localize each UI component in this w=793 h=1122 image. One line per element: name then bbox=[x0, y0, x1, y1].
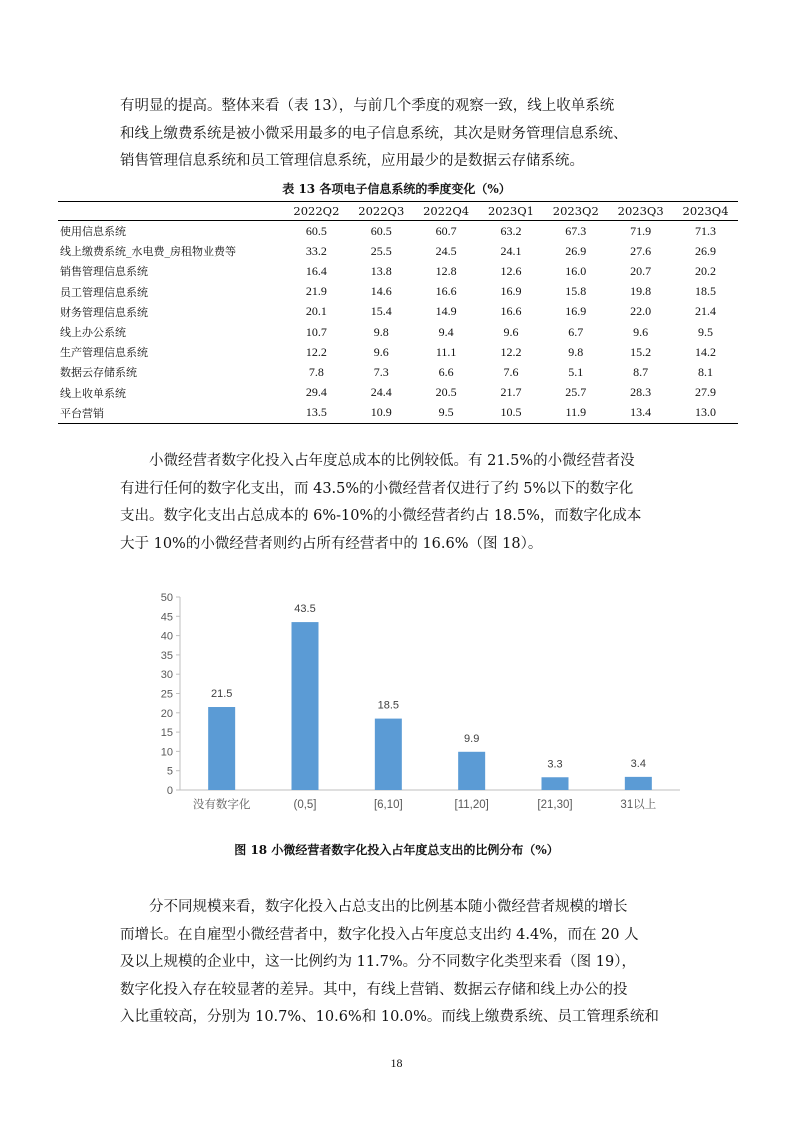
y-tick-label: 40 bbox=[160, 630, 173, 643]
bar bbox=[375, 719, 402, 790]
bar-chart bbox=[150, 585, 690, 825]
table-cell: 16.0 bbox=[565, 263, 587, 278]
table-row bbox=[58, 362, 738, 382]
table-row-label: 线上收单系统 bbox=[60, 386, 126, 400]
y-tick-label: 25 bbox=[160, 688, 173, 701]
table-cell: 20.2 bbox=[695, 263, 717, 278]
paragraph-line: 及以上规模的企业中，这一比例约为 11.7%。分不同数字化类型来看（图 19）， bbox=[120, 954, 636, 970]
data-label: 43.5 bbox=[294, 603, 316, 616]
table-cell: 33.2 bbox=[305, 243, 327, 258]
table-cell: 10.7 bbox=[305, 324, 327, 339]
x-tick-label: (0,5] bbox=[293, 799, 317, 811]
table-cell: 20.1 bbox=[305, 304, 327, 319]
table-cell: 28.3 bbox=[630, 385, 652, 400]
table-cell: 71.3 bbox=[695, 223, 717, 238]
table-cell: 9.6 bbox=[633, 324, 649, 339]
paragraph-line: 大于 10%的小微经营者则约占所有经营者中的 16.6%（图 18）。 bbox=[120, 535, 543, 552]
table-cell: 13.4 bbox=[608, 403, 673, 424]
table-cell: 67.3 bbox=[565, 223, 587, 238]
table-cell: 14.9 bbox=[435, 304, 457, 319]
y-tick-label: 30 bbox=[160, 669, 173, 682]
data-label: 3.3 bbox=[547, 758, 563, 771]
table-cell: 21.9 bbox=[305, 284, 327, 299]
table-header-cell: 2022Q2 bbox=[284, 202, 349, 221]
bar bbox=[458, 752, 485, 790]
y-tick-label: 20 bbox=[160, 707, 173, 720]
paragraph-digital-cost bbox=[120, 448, 675, 558]
table-cell: 60.5 bbox=[305, 223, 327, 238]
table-header-cell: 2022Q3 bbox=[349, 202, 414, 221]
table-row-label: 平台营销 bbox=[58, 403, 284, 424]
paragraph-line: 数字化投入存在较显著的差异。其中，有线上营销、数据云存储和线上办公的投 bbox=[120, 981, 628, 998]
table-cell: 12.8 bbox=[435, 263, 457, 278]
y-tick-label: 35 bbox=[160, 649, 173, 662]
table-cell: 7.8 bbox=[308, 364, 324, 379]
table-row bbox=[58, 241, 738, 261]
table-row bbox=[58, 342, 738, 362]
table-header-cell: 2023Q2 bbox=[543, 202, 608, 221]
table-cell: 24.5 bbox=[435, 243, 457, 258]
paragraph-line: 销售管理信息系统和员工管理信息系统，应用最少的是数据云存储系统。 bbox=[120, 153, 584, 169]
table-cell: 15.4 bbox=[370, 304, 392, 319]
x-tick-label: [6,10] bbox=[373, 799, 403, 811]
table-row-label: 线上缴费系统_水电费_房租物业费等 bbox=[60, 245, 236, 259]
table-row bbox=[58, 261, 738, 281]
table-header-cell: 2023Q1 bbox=[479, 202, 544, 221]
table-cell: 29.4 bbox=[305, 385, 327, 400]
table-cell: 9.8 bbox=[568, 344, 584, 359]
table-cell: 16.9 bbox=[565, 304, 587, 319]
table-cell: 7.6 bbox=[503, 364, 519, 379]
table-cell: 21.7 bbox=[500, 385, 522, 400]
table-row-label: 财务管理信息系统 bbox=[60, 305, 148, 319]
table-cell: 26.9 bbox=[695, 243, 717, 258]
data-label: 21.5 bbox=[210, 688, 233, 701]
table-cell: 20.7 bbox=[630, 263, 652, 278]
table-cell: 12.6 bbox=[500, 263, 522, 278]
table-row-label: 生产管理信息系统 bbox=[60, 346, 148, 360]
page-number: 18 bbox=[390, 1056, 403, 1070]
bar bbox=[208, 707, 235, 790]
table-row bbox=[58, 403, 738, 424]
paragraph-line: 和线上缴费系统是被小微采用最多的电子信息系统，其次是财务管理信息系统、 bbox=[120, 125, 628, 142]
table-cell: 16.4 bbox=[305, 263, 327, 278]
paragraph-line: 小微经营者数字化投入占年度总成本的比例较低。有 21.5%的小微经营者没 bbox=[149, 453, 635, 469]
y-tick-label: 45 bbox=[160, 611, 173, 624]
table-header-cell: 2023Q3 bbox=[608, 202, 673, 221]
table-row bbox=[58, 282, 738, 302]
table-header-cell bbox=[58, 202, 284, 221]
table-cell: 27.6 bbox=[630, 243, 652, 258]
table-cell: 11.9 bbox=[543, 403, 608, 424]
table-body bbox=[58, 221, 738, 424]
table-cell: 8.7 bbox=[633, 364, 649, 379]
table-row-label: 员工管理信息系统 bbox=[60, 285, 148, 299]
table-cell: 6.7 bbox=[568, 324, 584, 339]
table-cell: 13.0 bbox=[673, 403, 738, 424]
x-tick-label: 31以上 bbox=[620, 799, 657, 811]
table-row-label: 线上办公系统 bbox=[60, 326, 126, 340]
table-cell: 24.1 bbox=[500, 243, 522, 258]
table-cell: 25.5 bbox=[370, 243, 392, 258]
table-cell: 13.8 bbox=[370, 263, 392, 278]
table-cell: 21.4 bbox=[695, 304, 717, 319]
table-cell: 15.8 bbox=[565, 284, 587, 299]
table-cell: 5.1 bbox=[568, 364, 584, 379]
table-cell: 9.5 bbox=[414, 403, 479, 424]
table-row-label: 数据云存储系统 bbox=[60, 366, 137, 380]
table-caption: 表 13 各项电子信息系统的季度变化（%） bbox=[282, 182, 511, 196]
bar bbox=[625, 777, 652, 790]
table-cell: 60.5 bbox=[370, 223, 392, 238]
table-cell: 16.6 bbox=[435, 284, 457, 299]
data-label: 3.4 bbox=[630, 757, 646, 770]
table-cell: 15.2 bbox=[630, 344, 652, 359]
table-cell: 71.9 bbox=[630, 223, 652, 238]
paragraph-line: 有明显的提高。整体来看（表 13），与前几个季度的观察一致，线上收单系统 bbox=[120, 98, 615, 114]
table-cell: 19.8 bbox=[630, 284, 652, 299]
y-tick-label: 10 bbox=[160, 746, 173, 759]
bar bbox=[292, 622, 319, 790]
table-cell: 9.4 bbox=[438, 324, 454, 339]
table-row bbox=[58, 383, 738, 403]
table-cell: 26.9 bbox=[565, 243, 587, 258]
table-cell: 14.2 bbox=[695, 344, 717, 359]
y-tick-label: 0 bbox=[166, 785, 173, 797]
paragraph-scale bbox=[120, 894, 675, 1032]
paragraph-line: 支出。数字化支出占总成本的 6%-10%的小微经营者约占 18.5%，而数字化成本 bbox=[120, 508, 642, 524]
y-tick-label: 50 bbox=[160, 592, 173, 604]
table-cell: 16.6 bbox=[500, 304, 522, 319]
data-label: 18.5 bbox=[377, 699, 400, 712]
table-cell: 22.0 bbox=[630, 304, 652, 319]
y-tick-label: 15 bbox=[160, 727, 173, 740]
table-cell: 7.3 bbox=[373, 364, 389, 379]
table-header-row bbox=[58, 202, 738, 221]
x-tick-label: [21,30] bbox=[537, 799, 573, 811]
table-cell: 27.9 bbox=[695, 385, 717, 400]
figure-caption: 图 18 小微经营者数字化投入占年度总支出的比例分布（%） bbox=[234, 843, 559, 857]
table-cell: 9.6 bbox=[373, 344, 389, 359]
table-row-label: 使用信息系统 bbox=[60, 225, 126, 239]
table-cell: 10.9 bbox=[349, 403, 414, 424]
table-cell: 9.6 bbox=[503, 324, 519, 339]
table-cell: 14.6 bbox=[370, 284, 392, 299]
table-header-cell: 2022Q4 bbox=[414, 202, 479, 221]
table-cell: 9.5 bbox=[698, 324, 714, 339]
table-cell: 16.9 bbox=[500, 284, 522, 299]
paragraph-line: 入比重较高，分别为 10.7%、10.6%和 10.0%。而线上缴费系统、员工管理系统和 bbox=[120, 1009, 659, 1025]
table-cell: 10.5 bbox=[479, 403, 544, 424]
table-row bbox=[58, 302, 738, 322]
table-cell: 9.8 bbox=[373, 324, 389, 339]
table-cell: 18.5 bbox=[695, 284, 717, 299]
paragraph-line: 而增长。在自雇型小微经营者中，数字化投入占年度总支出约 4.4%，而在 20 人 bbox=[120, 926, 639, 943]
table-cell: 12.2 bbox=[500, 344, 522, 359]
x-tick-label: [11,20] bbox=[454, 799, 489, 811]
table-cell: 63.2 bbox=[500, 223, 522, 238]
bar bbox=[542, 777, 569, 790]
paragraph-intro bbox=[120, 93, 675, 176]
x-tick-label: 没有数字化 bbox=[192, 799, 251, 811]
table-cell: 11.1 bbox=[435, 344, 457, 359]
table-cell: 13.5 bbox=[284, 403, 349, 424]
table-cell: 24.4 bbox=[370, 385, 392, 400]
table-cell: 20.5 bbox=[435, 385, 457, 400]
table-row bbox=[58, 221, 738, 242]
table-cell: 8.1 bbox=[698, 364, 714, 379]
y-tick-label: 5 bbox=[166, 765, 173, 778]
data-label: 9.9 bbox=[464, 732, 480, 745]
table-row-label: 销售管理信息系统 bbox=[60, 265, 148, 279]
table-cell: 25.7 bbox=[565, 385, 587, 400]
paragraph-line: 有进行任何的数字化支出，而 43.5%的小微经营者仅进行了约 5%以下的数字化 bbox=[120, 480, 634, 497]
data-table bbox=[58, 201, 738, 424]
table-cell: 12.2 bbox=[305, 344, 327, 359]
table-cell: 6.6 bbox=[438, 364, 454, 379]
paragraph-line: 分不同规模来看，数字化投入占总支出的比例基本随小微经营者规模的增长 bbox=[149, 899, 628, 915]
table-cell: 60.7 bbox=[435, 223, 457, 238]
table-header-cell: 2023Q4 bbox=[673, 202, 738, 221]
table-row bbox=[58, 322, 738, 342]
